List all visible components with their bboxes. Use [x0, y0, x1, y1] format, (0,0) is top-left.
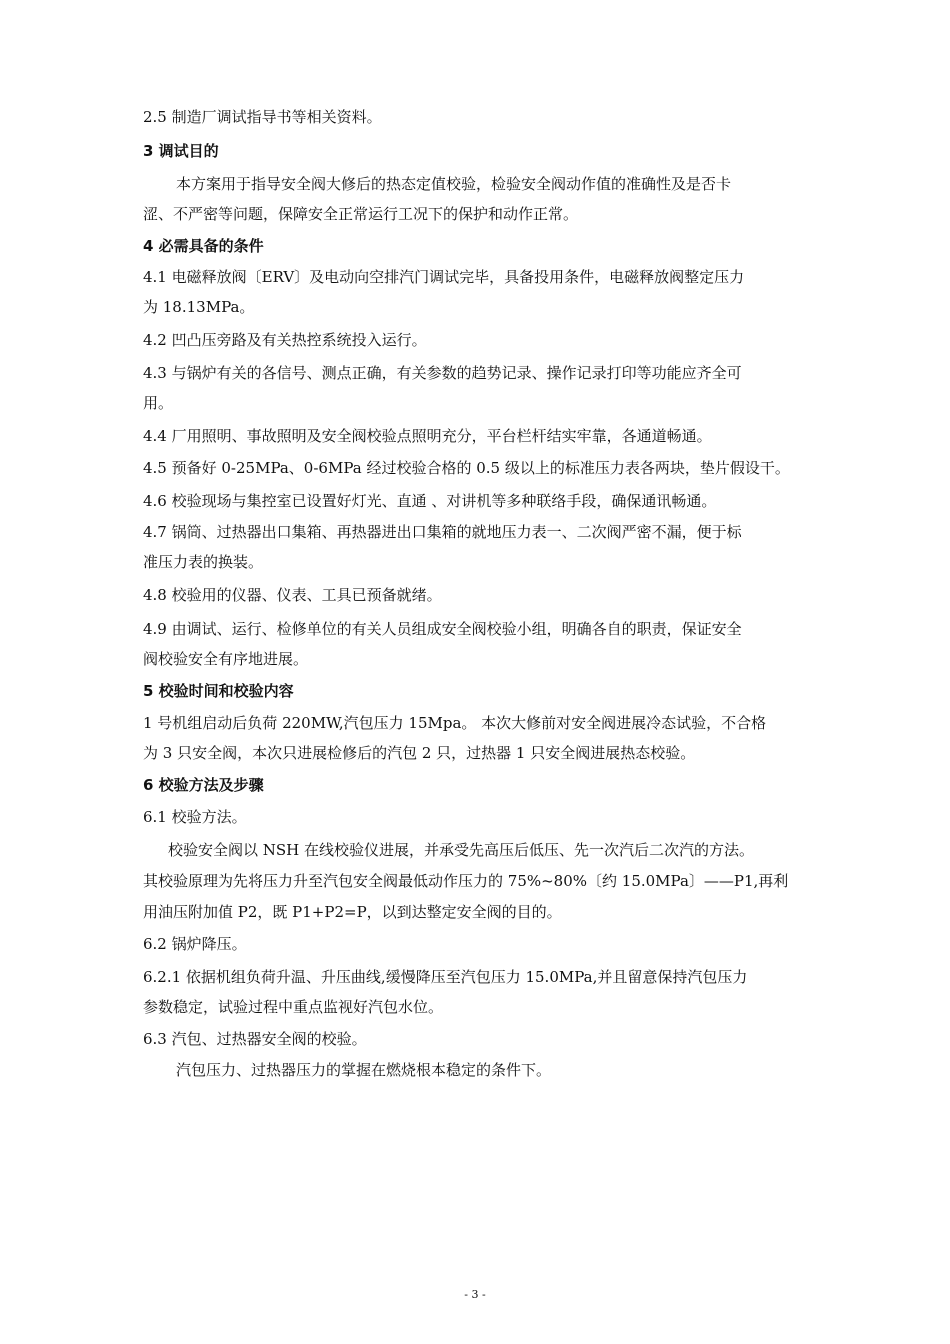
page-number: - 3 - [464, 1288, 486, 1301]
list-item-4-1-cont: 为 18.13MPa。 [143, 298, 255, 316]
list-item-6-3: 6.3 汽包、过热器安全阀的校验。 [143, 1030, 367, 1048]
section-heading-5: 5 校验时间和校验内容 [143, 682, 294, 700]
list-item-4-7-cont: 准压力表的换装。 [143, 553, 264, 571]
list-item-2-5: 2.5 制造厂调试指导书等相关资料。 [143, 108, 382, 126]
list-item-6-2: 6.2 锅炉降压。 [143, 935, 247, 953]
list-item-4-3: 4.3 与锅炉有关的各信号、测点正确，有关参数的趋势记录、操作记录打印等功能应齐全可 [143, 364, 742, 382]
paragraph-line: 用油压附加值 P2，既 P1+P2=P，以到达整定安全阀的目的。 [143, 903, 562, 921]
paragraph-line: 校验安全阀以 NSH 在线校验仪进展，并承受先高压后低压、先一次汽后二次汽的方法。 [168, 841, 755, 859]
paragraph-line: 本方案用于指导安全阀大修后的热态定值校验，检验安全阀动作值的准确性及是否卡 [176, 175, 732, 193]
section-heading-3: 3 调试目的 [143, 142, 219, 160]
list-item-4-4: 4.4 厂用照明、事故照明及安全阀校验点照明充分，平台栏杆结实牢靠，各通道畅通。 [143, 427, 712, 445]
list-item-4-9-cont: 阀校验安全有序地进展。 [143, 650, 309, 668]
list-item-6-2-1-cont: 参数稳定，试验过程中重点监视好汽包水位。 [143, 998, 444, 1016]
paragraph-line: 涩、不严密等问题，保障安全正常运行工况下的保护和动作正常。 [143, 205, 579, 223]
list-item-4-5: 4.5 预备好 0-25MPa、0-6MPa 经过校验合格的 0.5 级以上的标准压力表各两块，垫片假设干。 [143, 459, 790, 477]
list-item-4-3-cont: 用。 [143, 394, 174, 412]
paragraph-line: 1 号机组启动后负荷 220MW,汽包压力 15Mpa。 本次大修前对安全阀进展冷态试验，不合格 [143, 714, 767, 732]
list-item-4-1: 4.1 电磁释放阀〔ERV〕及电动向空排汽门调试完毕，具备投用条件，电磁释放阀整定压力 [143, 268, 745, 286]
section-heading-6: 6 校验方法及步骤 [143, 776, 264, 794]
paragraph-line: 为 3 只安全阀，本次只进展检修后的汽包 2 只，过热器 1 只安全阀进展热态校验。 [143, 744, 696, 762]
paragraph-line: 其校验原理为先将压力升至汽包安全阀最低动作压力的 75%~80%〔约 15.0MPa〕——P1,再利 [143, 872, 789, 890]
list-item-6-2-1: 6.2.1 依据机组负荷升温、升压曲线,缓慢降压至汽包压力 15.0MPa,并且留意保持汽包压力 [143, 968, 748, 986]
list-item-4-7: 4.7 锅筒、过热器出口集箱、再热器进出口集箱的就地压力表一、二次阀严密不漏，便于标 [143, 523, 742, 541]
section-heading-4: 4 必需具备的条件 [143, 237, 264, 255]
list-item-6-1: 6.1 校验方法。 [143, 808, 247, 826]
list-item-4-9: 4.9 由调试、运行、检修单位的有关人员组成安全阀校验小组，明确各自的职责，保证安全 [143, 620, 742, 638]
list-item-4-2: 4.2 凹凸压旁路及有关热控系统投入运行。 [143, 331, 427, 349]
list-item-4-8: 4.8 校验用的仪器、仪表、工具已预备就绪。 [143, 586, 442, 604]
list-item-4-6: 4.6 校验现场与集控室已设置好灯光、直通 、对讲机等多种联络手段，确保通讯畅通。 [143, 492, 717, 510]
paragraph-line: 汽包压力、过热器压力的掌握在燃烧根本稳定的条件下。 [176, 1061, 552, 1079]
